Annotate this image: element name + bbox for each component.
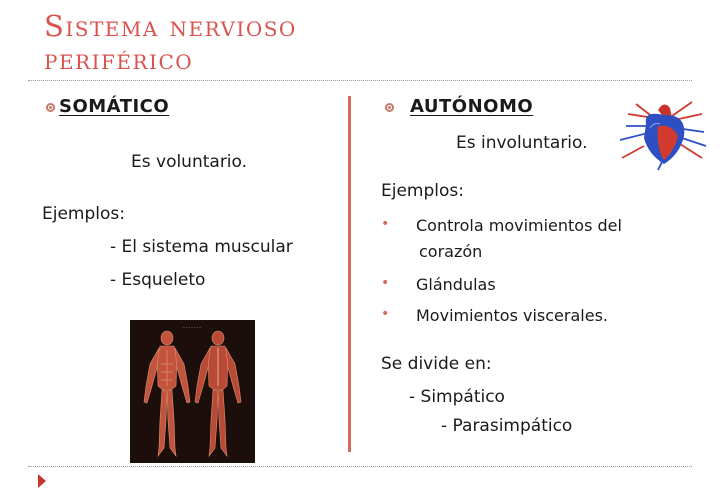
somatico-example-1: - El sistema muscular — [110, 237, 293, 257]
autonomo-heading: AUTÓNOMO — [410, 96, 534, 117]
autonomo-examples-label: Ejemplos: — [381, 181, 464, 201]
footer-divider — [28, 466, 692, 467]
autonomo-bullet-1-line-2: corazón — [419, 242, 483, 261]
divide-label: Se divide en: — [381, 354, 492, 374]
autonomo-bullet-icon — [385, 103, 394, 112]
somatico-heading: SOMÁTICO — [59, 96, 170, 117]
somatico-bullet-icon — [46, 103, 55, 112]
autonomo-bullet-1-line-1: Controla movimientos del — [416, 216, 622, 235]
somatico-example-2: - Esqueleto — [110, 270, 206, 290]
somatico-examples-label: Ejemplos: — [42, 204, 125, 224]
title-line-2: periférico — [44, 42, 194, 76]
heart-image — [614, 96, 709, 171]
title-line-1: Sistema nervioso — [44, 9, 297, 43]
muscle-figures-icon — [130, 320, 255, 463]
division-parasimpatico: - Parasimpático — [441, 416, 573, 436]
autonomo-subtitle: Es involuntario. — [456, 133, 588, 153]
next-slide-arrow-icon[interactable] — [38, 474, 46, 488]
column-divider — [348, 96, 351, 452]
page-title — [44, 10, 704, 76]
heart-icon — [614, 96, 709, 171]
bullet-dot-icon: • — [381, 306, 390, 322]
autonomo-bullet-3: Movimientos viscerales. — [416, 306, 608, 325]
autonomo-bullet-2: Glándulas — [416, 275, 496, 294]
somatico-subtitle: Es voluntario. — [131, 152, 248, 172]
title-divider — [28, 80, 692, 81]
bullet-dot-icon: • — [381, 275, 390, 291]
svg-text:- - - - - - -: - - - - - - - — [183, 325, 201, 330]
division-simpatico: - Simpático — [409, 387, 505, 407]
bullet-dot-icon: • — [381, 216, 390, 232]
muscular-system-image — [130, 320, 255, 463]
